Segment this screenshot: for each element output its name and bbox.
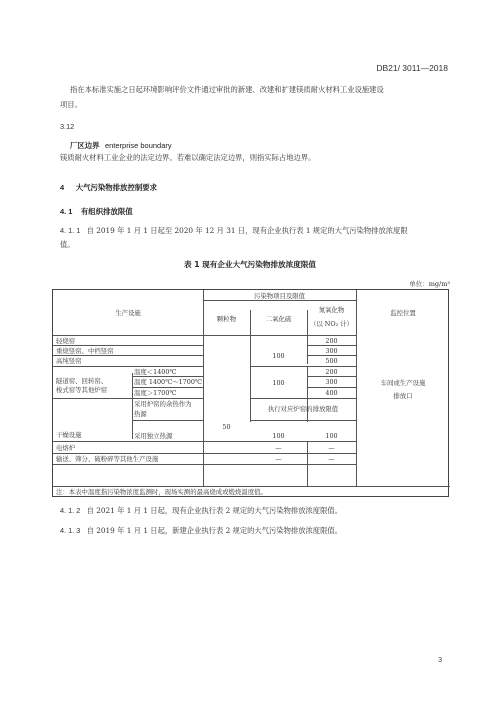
section-4-1-3-text: 自 2019 年 1 月 1 日起，新建企业执行表 2 规定的大气污染物排放浓度限值。	[86, 526, 342, 535]
row-tunnel-line-1: 隧道窑、回转窑、	[56, 377, 108, 385]
value-nox-1: 200	[325, 337, 338, 345]
intro-line-2: 项目。	[60, 100, 82, 109]
value-nox-4: 200	[325, 368, 338, 376]
row-furnace: 电熔炉	[56, 444, 76, 452]
value-dash-3: —	[275, 455, 282, 463]
row-waste-heat-line-2: 热源	[134, 410, 147, 418]
section-3-12-number: 3.12	[60, 122, 75, 131]
value-kiln-limit: 执行对应炉窑的排放限值	[267, 405, 339, 413]
value-nox-7: 100	[325, 432, 338, 440]
section-4-title: 大气污染物排放控制要求	[75, 183, 158, 192]
header-monitor: 监控位置	[390, 309, 416, 317]
section-4-1-1-line-2: 值。	[60, 240, 75, 249]
value-so2-b: 100	[272, 379, 285, 387]
section-4-1-3	[60, 525, 342, 536]
value-so2-c: 100	[272, 432, 285, 440]
section-4-number: 4	[60, 183, 65, 192]
table-1-caption: 表 1 现有企业大气污染物排放浓度限值	[183, 260, 317, 269]
row-tunnel-line-2: 梭式窑等其他炉窑	[56, 386, 108, 394]
value-nox-5: 300	[325, 378, 338, 386]
section-4-1-3-number: 4. 1. 3	[60, 526, 81, 535]
page-number: 3	[438, 657, 442, 664]
value-nox-2: 300	[325, 347, 338, 355]
section-4-heading	[60, 182, 157, 193]
standard-number: DB21/ 3011—2018	[376, 63, 448, 73]
row-transport: 输送、筛分、破粉碎等其他生产设施	[56, 455, 159, 463]
term-en: enterprise boundary	[104, 141, 172, 150]
table-1	[52, 289, 449, 497]
row-independent-heat: 采用独立热源	[134, 432, 173, 440]
table-1-unit: 单位：mg/m³	[409, 280, 450, 288]
row-temp-1: 温度＜1400℃	[134, 368, 177, 376]
value-dash-1: —	[275, 444, 282, 452]
term-cn: 厂区边界	[70, 141, 100, 150]
section-4-1-number: 4. 1	[60, 207, 73, 216]
header-facility: 生产设施	[115, 309, 141, 317]
header-pm: 颗粒物	[216, 315, 237, 323]
header-nox-line-1: 氮氧化物	[318, 306, 345, 314]
section-4-1-title: 有组织排放限值	[80, 207, 133, 216]
monitor-line-2: 排放口	[393, 392, 413, 400]
monitor-line-1: 车间或生产设施	[380, 379, 426, 387]
value-dash-4: —	[328, 455, 335, 463]
section-3-12-term	[70, 140, 172, 151]
value-nox-6: 400	[325, 389, 338, 397]
row-temp-3: 温度＞1700℃	[134, 389, 177, 397]
table-1-note: 注：本表中温度指污染物浓度监测时，现场实测的最高烧成或煅烧温度值。	[56, 488, 267, 496]
section-4-1-2	[60, 505, 342, 516]
value-dash-2: —	[328, 444, 335, 452]
section-4-1-2-text: 自 2021 年 1 月 1 日起，现有企业执行表 2 规定的大气污染物排放浓度限值。	[86, 506, 342, 515]
row-drying: 干燥设施	[56, 431, 82, 439]
section-3-12-definition: 镁质耐火材料工业企业的法定边界。若难以确定法定边界，则指实际占地边界。	[60, 153, 316, 162]
row-qingshaoyao: 轻烧窑	[56, 337, 76, 345]
section-4-1-2-number: 4. 1. 2	[60, 506, 81, 515]
header-nox-line-2: （以 NO₂ 计）	[309, 320, 354, 328]
value-so2-a: 100	[272, 352, 285, 360]
header-so2: 二氧化硫	[265, 315, 292, 323]
intro-line-1: 指在本标准实施之日起环境影响评价文件通过审批的新建、改建和扩建镁质耐火材料工业设施建设	[70, 85, 384, 94]
value-pm: 50	[222, 423, 231, 431]
row-gaochun: 高纯竖窑	[56, 357, 82, 365]
section-4-1-1-number: 4. 1. 1	[60, 226, 81, 235]
section-4-1-1-line-1	[60, 225, 408, 236]
section-4-1-heading	[60, 206, 133, 217]
row-temp-2: 温度 1400℃～1700℃	[134, 378, 203, 386]
section-4-1-1-text: 自 2019 年 1 月 1 日起至 2020 年 12 月 31 日，现有企业执行表 1 规定的大气污染物排放浓度限	[86, 226, 408, 235]
row-zhongshao: 重烧竖窑、中档竖窑	[56, 347, 114, 355]
value-nox-3: 500	[325, 357, 338, 365]
header-pollutant-group: 污染物项目及限值	[253, 292, 306, 300]
row-waste-heat-line-1: 采用炉窑的余热作为	[134, 400, 192, 408]
